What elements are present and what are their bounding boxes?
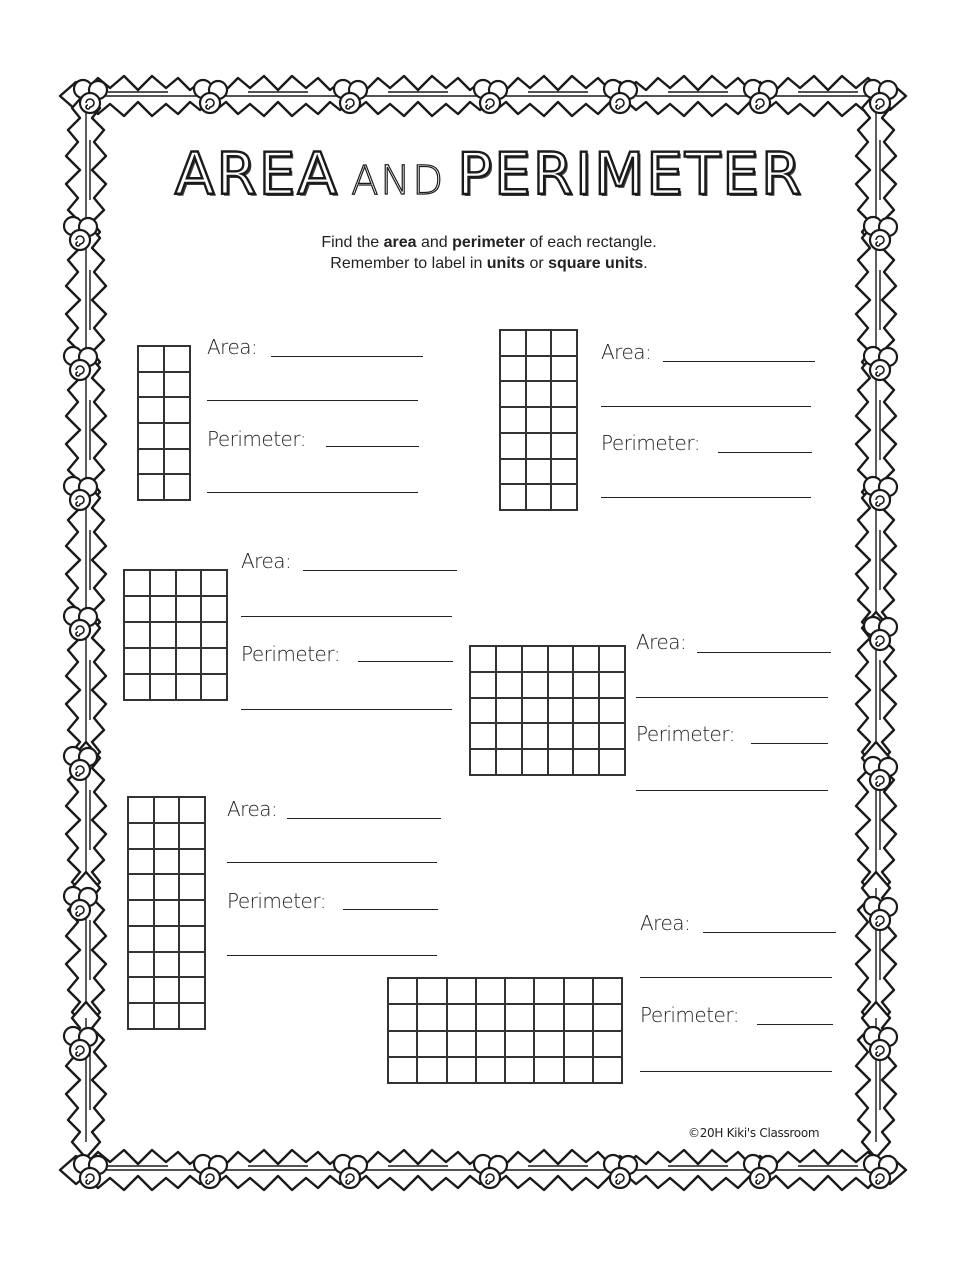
area-answer-line-3[interactable] [303,570,457,571]
area-answer-line-6b[interactable] [640,977,832,978]
grid-unit-square [176,622,202,648]
area-label-4: Area: [636,630,687,654]
grid-unit-square [179,900,205,926]
grid-unit-square [138,372,164,398]
grid-unit-square [176,570,202,596]
page-title [0,140,978,208]
perimeter-answer-line-3b[interactable] [241,709,452,710]
grid-unit-square [599,672,625,698]
grid-unit-square [124,648,150,674]
grid-unit-square [526,459,552,485]
grid-unit-square [534,1031,563,1057]
grid-unit-square [551,381,577,407]
instructions-line-1: Find the area and perimeter of each rectangle. [321,234,657,251]
grid-unit-square [154,977,180,1003]
grid-unit-square [505,1004,534,1030]
area-label-3: Area: [241,549,292,573]
grid-unit-square [447,1031,476,1057]
grid-unit-square [548,723,574,749]
grid-unit-square [138,397,164,423]
grid-unit-square [179,977,205,1003]
rectangle-grid-6 [387,977,623,1084]
grid-unit-square [522,646,548,672]
grid-unit-square [573,646,599,672]
grid-unit-square [388,1057,417,1083]
grid-unit-square [505,1057,534,1083]
perimeter-answer-line-1b[interactable] [207,492,418,493]
grid-unit-square [526,407,552,433]
area-answer-line-2b[interactable] [601,406,811,407]
grid-unit-square [470,672,496,698]
grid-unit-square [201,674,227,700]
grid-unit-square [548,749,574,775]
area-label-2: Area: [601,340,652,364]
grid-unit-square [500,407,526,433]
grid-unit-square [573,672,599,698]
perimeter-label-5: Perimeter: [227,889,326,913]
grid-unit-square [124,570,150,596]
grid-unit-square [470,723,496,749]
perimeter-label-3: Perimeter: [241,642,340,666]
area-label-1: Area: [207,335,258,359]
grid-unit-square [201,622,227,648]
rectangle-grid-2 [499,329,578,511]
grid-unit-square [154,926,180,952]
grid-unit-square [522,672,548,698]
grid-unit-square [593,1057,622,1083]
perimeter-answer-line-6[interactable] [757,1024,833,1025]
area-answer-line-5b[interactable] [227,862,437,863]
grid-unit-square [179,849,205,875]
perimeter-answer-line-4b[interactable] [636,790,828,791]
area-answer-line-6[interactable] [703,932,836,933]
grid-unit-square [551,433,577,459]
perimeter-answer-line-2[interactable] [718,452,812,453]
grid-unit-square [417,1057,446,1083]
grid-unit-square [179,823,205,849]
grid-unit-square [150,622,176,648]
grid-unit-square [599,698,625,724]
grid-unit-square [476,1031,505,1057]
grid-unit-square [138,474,164,500]
grid-unit-square [128,926,154,952]
grid-unit-square [128,874,154,900]
grid-unit-square [470,646,496,672]
grid-unit-square [500,459,526,485]
area-answer-line-1[interactable] [271,356,423,357]
grid-unit-square [176,596,202,622]
grid-unit-square [551,459,577,485]
perimeter-label-2: Perimeter: [601,431,700,455]
grid-unit-square [179,874,205,900]
grid-unit-square [138,449,164,475]
rectangle-grid-4 [469,645,626,776]
grid-unit-square [154,900,180,926]
grid-unit-square [154,952,180,978]
grid-unit-square [500,356,526,382]
perimeter-answer-line-1[interactable] [326,446,419,447]
grid-unit-square [470,698,496,724]
grid-unit-square [534,1004,563,1030]
area-answer-line-5[interactable] [287,818,441,819]
grid-unit-square [500,381,526,407]
grid-unit-square [564,1031,593,1057]
area-answer-line-2[interactable] [663,361,815,362]
grid-unit-square [128,952,154,978]
grid-unit-square [496,698,522,724]
perimeter-answer-line-5b[interactable] [227,955,437,956]
grid-unit-square [548,646,574,672]
perimeter-answer-line-2b[interactable] [601,497,811,498]
grid-unit-square [388,1004,417,1030]
grid-unit-square [526,381,552,407]
grid-unit-square [599,749,625,775]
grid-unit-square [154,874,180,900]
grid-unit-square [138,346,164,372]
grid-unit-square [548,672,574,698]
perimeter-label-1: Perimeter: [207,427,306,451]
grid-unit-square [470,749,496,775]
grid-unit-square [150,596,176,622]
grid-unit-square [388,978,417,1004]
grid-unit-square [417,1004,446,1030]
grid-unit-square [522,749,548,775]
instructions-line-2: Remember to label in units or square units. [330,255,648,272]
grid-unit-square [522,723,548,749]
grid-unit-square [496,646,522,672]
grid-unit-square [496,723,522,749]
rectangle-grid-1 [137,345,191,501]
grid-unit-square [526,356,552,382]
area-answer-line-4b[interactable] [636,697,828,698]
rectangle-grid-5 [127,796,206,1030]
grid-unit-square [505,1031,534,1057]
grid-unit-square [564,1004,593,1030]
grid-unit-square [476,978,505,1004]
grid-unit-square [154,849,180,875]
grid-unit-square [164,423,190,449]
grid-unit-square [573,749,599,775]
title-perimeter: PERIMETER [457,140,804,208]
grid-unit-square [154,823,180,849]
grid-unit-square [500,330,526,356]
grid-unit-square [551,407,577,433]
grid-unit-square [164,474,190,500]
grid-unit-square [124,622,150,648]
grid-unit-square [124,596,150,622]
grid-unit-square [505,978,534,1004]
grid-unit-square [154,1003,180,1029]
grid-unit-square [417,978,446,1004]
grid-unit-square [164,449,190,475]
grid-unit-square [476,1004,505,1030]
grid-unit-square [128,900,154,926]
grid-unit-square [128,977,154,1003]
area-answer-line-1b[interactable] [207,400,418,401]
grid-unit-square [593,978,622,1004]
title-and: AND [351,158,446,204]
grid-unit-square [534,978,563,1004]
grid-unit-square [593,1031,622,1057]
grid-unit-square [447,1004,476,1030]
grid-unit-square [496,749,522,775]
grid-unit-square [179,797,205,823]
grid-unit-square [551,484,577,510]
instructions [0,232,978,274]
copyright: ©20H Kiki's Classroom [688,1126,820,1140]
grid-unit-square [522,698,548,724]
grid-unit-square [179,1003,205,1029]
grid-unit-square [526,484,552,510]
grid-unit-square [500,433,526,459]
grid-unit-square [128,823,154,849]
grid-unit-square [564,1057,593,1083]
grid-unit-square [573,723,599,749]
grid-unit-square [201,570,227,596]
grid-unit-square [388,1031,417,1057]
grid-unit-square [164,346,190,372]
grid-unit-square [201,648,227,674]
grid-unit-square [447,1057,476,1083]
grid-unit-square [150,674,176,700]
grid-unit-square [176,674,202,700]
keyword-area: area [383,234,417,251]
perimeter-answer-line-6b[interactable] [640,1071,832,1072]
grid-unit-square [176,648,202,674]
keyword-perimeter: perimeter [452,234,526,251]
grid-unit-square [593,1004,622,1030]
title-area: AREA [174,140,340,208]
rectangle-grid-3 [123,569,228,701]
grid-unit-square [526,433,552,459]
grid-unit-square [548,698,574,724]
grid-unit-square [534,1057,563,1083]
grid-unit-square [573,698,599,724]
keyword-units: units [486,255,525,272]
perimeter-label-4: Perimeter: [636,722,735,746]
grid-unit-square [138,423,164,449]
grid-unit-square [201,596,227,622]
grid-unit-square [179,952,205,978]
grid-unit-square [496,672,522,698]
perimeter-answer-line-4[interactable] [751,743,828,744]
grid-unit-square [128,1003,154,1029]
grid-unit-square [551,330,577,356]
area-answer-line-4[interactable] [697,652,831,653]
grid-unit-square [500,484,526,510]
grid-unit-square [128,797,154,823]
grid-unit-square [164,372,190,398]
grid-unit-square [164,397,190,423]
grid-unit-square [179,926,205,952]
grid-unit-square [150,648,176,674]
perimeter-answer-line-5[interactable] [343,909,438,910]
grid-unit-square [599,723,625,749]
grid-unit-square [476,1057,505,1083]
area-label-6: Area: [640,911,691,935]
grid-unit-square [599,646,625,672]
grid-unit-square [526,330,552,356]
area-answer-line-3b[interactable] [241,616,452,617]
grid-unit-square [564,978,593,1004]
perimeter-answer-line-3[interactable] [358,661,453,662]
grid-unit-square [154,797,180,823]
grid-unit-square [124,674,150,700]
area-label-5: Area: [227,797,278,821]
grid-unit-square [128,849,154,875]
keyword-square-units: square units [548,255,644,272]
perimeter-label-6: Perimeter: [640,1003,739,1027]
grid-unit-square [417,1031,446,1057]
grid-unit-square [150,570,176,596]
grid-unit-square [551,356,577,382]
grid-unit-square [447,978,476,1004]
